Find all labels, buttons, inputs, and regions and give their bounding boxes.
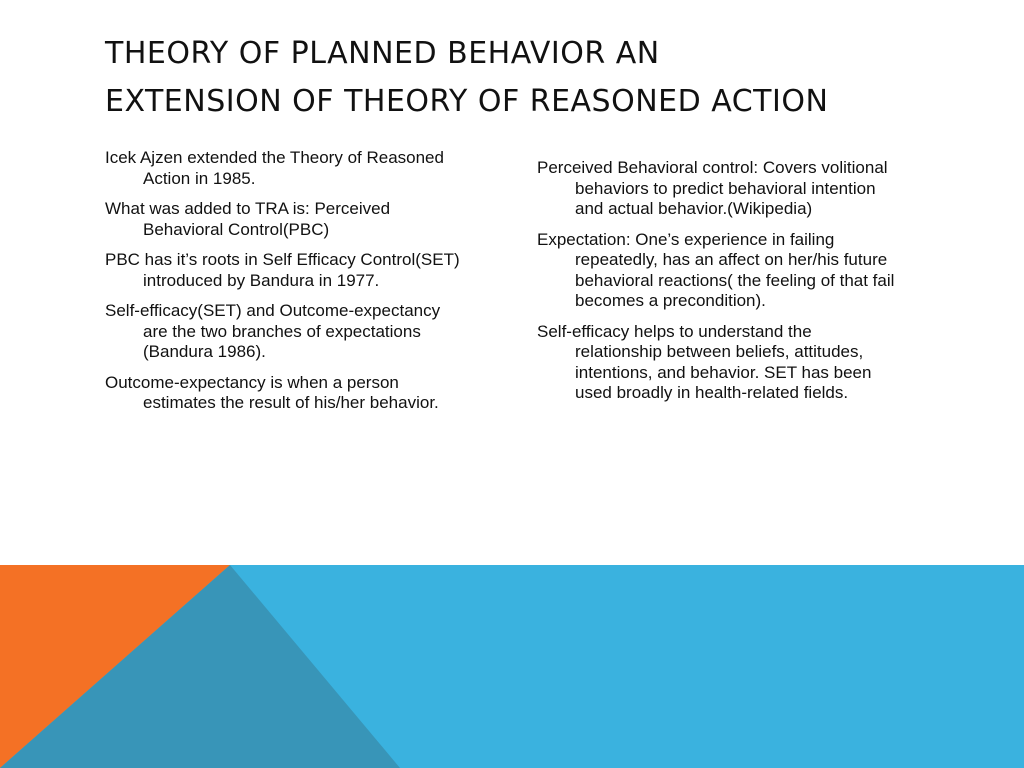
left-text-column [105, 148, 465, 424]
left-bullet-5: Outcome-expectancy is when a person estimates the result of his/her behavior. [105, 372, 439, 412]
title-line-1: THEORY OF PLANNED BEHAVIOR AN [105, 36, 660, 71]
left-bullet-3: PBC has it’s roots in Self Efficacy Control(SET) introduced by Bandura in 1977. [105, 250, 460, 290]
title-line-2: EXTENSION OF THEORY OF REASONED ACTION [105, 84, 829, 119]
left-bullet-2: What was added to TRA is: Perceived Behavioral Control(PBC) [105, 199, 391, 239]
right-bullet-2: Expectation: One’s experience in failing repeatedly, has an affect on her/his future behavioral reactions( the feeling of that fail becomes a precondition). [537, 229, 895, 310]
decorative-footer-band [0, 565, 1024, 768]
right-bullet-1: Perceived Behavioral control: Covers volitional behaviors to predict behavioral intention and actual behavior.(Wikipedia) [537, 158, 888, 218]
left-bullet-4: Self-efficacy(SET) and Outcome-expectancy are the two branches of expectations (Bandura 1986). [105, 301, 441, 361]
left-bullet-1: Icek Ajzen extended the Theory of Reasoned Action in 1985. [105, 148, 444, 188]
right-text-column [537, 158, 897, 414]
slide-title [105, 30, 985, 126]
right-bullet-3: Self-efficacy helps to understand the relationship between beliefs, attitudes, intentions, and behavior. SET has been used broadly in health-related fields. [537, 321, 872, 402]
